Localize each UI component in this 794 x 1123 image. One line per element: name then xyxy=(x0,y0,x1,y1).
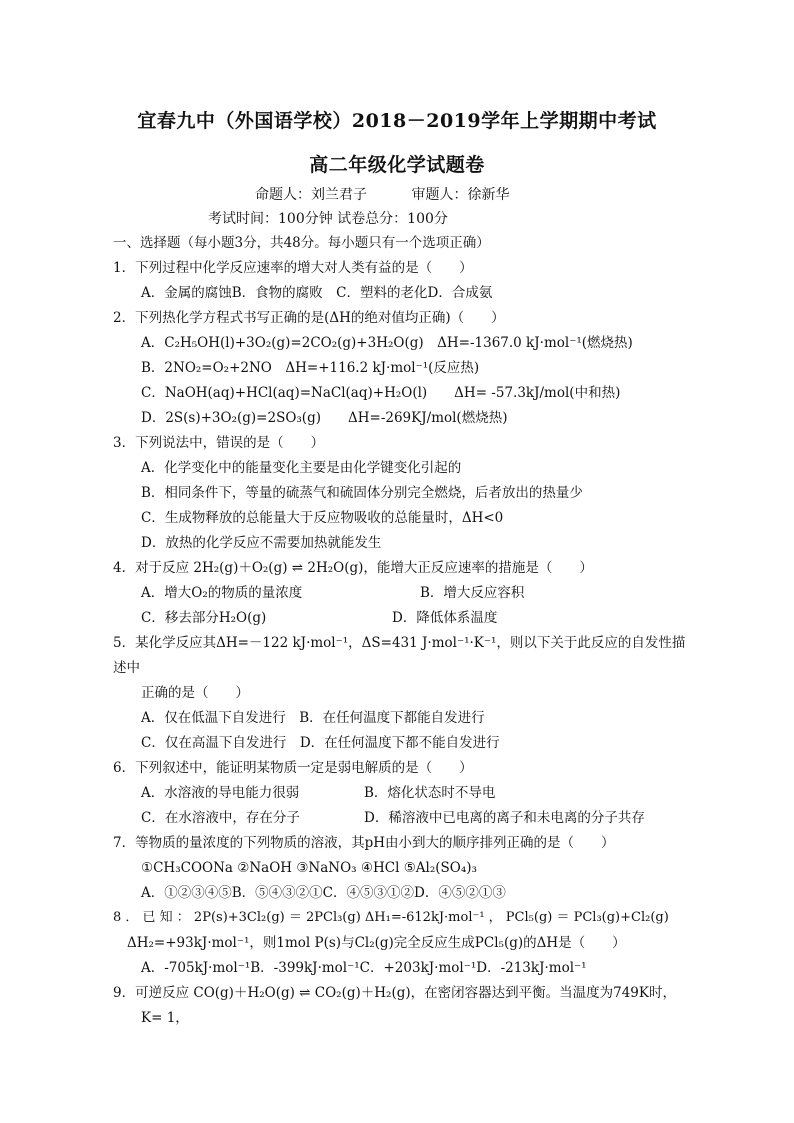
question-6-option-d: D．稀溶液中已电离的离子和未电离的分子共存 xyxy=(364,810,645,826)
section-heading: 一、选择题（每小题3分，共48分。每小题只有一个选项正确） xyxy=(113,235,490,251)
question-6-option-c: C．在水溶液中，存在分子 xyxy=(141,810,300,826)
question-4-option-a: A．增大O₂的物质的量浓度 xyxy=(141,585,303,601)
authors-line: 命题人：刘兰君子 审题人：徐新华 xyxy=(255,187,510,203)
question-5-stem-cont: 述中 xyxy=(113,660,140,676)
question-2-option-a: A．C₂H₅OH(l)+3O₂(g)=2CO₂(g)+3H₂O(g) ΔH=-1367.0 kJ·mol⁻¹(燃烧热) xyxy=(141,335,633,351)
exam-title: 宜春九中（外国语学校）2018－2019学年上学期期中考试 xyxy=(137,110,657,132)
question-4-option-c: C．移去部分H₂O(g) xyxy=(141,610,267,626)
question-3-option-d: D．放热的化学反应不需要加热就能发生 xyxy=(141,535,382,551)
question-2-option-b: B．2NO₂=O₂+2NO ΔH=+116.2 kJ·mol⁻¹(反应热) xyxy=(141,360,480,376)
question-3-stem: 3．下列说法中，错误的是（ ） xyxy=(113,435,325,451)
question-6-stem: 6．下列叙述中，能证明某物质一定是弱电解质的是（ ） xyxy=(113,760,473,776)
question-6-option-a: A．水溶液的导电能力很弱 xyxy=(141,785,300,801)
question-4-stem: 4．对于反应 2H₂(g)＋O₂(g) ⇌ 2H₂O(g)，能增大正反应速率的措施是（ ） xyxy=(113,560,593,576)
question-2-option-c: C．NaOH(aq)+HCl(aq)=NaCl(aq)+H₂O(l) ΔH= -57.3kJ/mol(中和热) xyxy=(141,385,621,401)
question-6-option-b: B．熔化状态时不导电 xyxy=(364,785,496,801)
question-5-options-ab: A．仅在低温下自发进行 B．在任何温度下都能自发进行 xyxy=(141,710,485,726)
question-8-stem: 8 ． 已 知 ： 2P(s)+3Cl₂(g) ＝ 2PCl₃(g) ΔH₁=-612kJ·mol⁻¹ ， PCl₅(g) ＝ PCl₃(g)+Cl₂(g) xyxy=(113,910,669,925)
question-7-stem: 7．等物质的量浓度的下列物质的溶液，其pH由小到大的顺序排列正确的是（ ） xyxy=(113,835,615,851)
question-4-option-b: B．增大反应容积 xyxy=(420,585,525,601)
question-7-items: ①CH₃COONa ②NaOH ③NaNO₃ ④HCl ⑤Al₂(SO₄)₃ xyxy=(141,860,477,876)
question-8-stem-cont: ΔH₂=+93kJ·mol⁻¹，则1mol P(s)与Cl₂(g)完全反应生成PCl₅(g)的ΔH是（ ） xyxy=(127,935,626,951)
question-2-stem: 2．下列热化学方程式书写正确的是(ΔH的绝对值均正确)（ ） xyxy=(113,310,505,326)
exam-info-line: 考试时间：100分钟 试卷总分：100分 xyxy=(208,211,448,227)
question-9-stem: 9．可逆反应 CO(g)＋H₂O(g) ⇌ CO₂(g)＋H₂(g)，在密闭容器达到平衡。当温度为749K时， xyxy=(113,985,676,1001)
question-9-k-value: K= 1， xyxy=(141,1010,189,1026)
question-3-option-b: B．相同条件下，等量的硫蒸气和硫固体分别完全燃烧，后者放出的热量少 xyxy=(141,485,583,501)
question-2-option-d: D．2S(s)+3O₂(g)=2SO₃(g) ΔH=-269KJ/mol(燃烧热) xyxy=(141,410,508,426)
question-5-stem: 5．某化学反应其ΔH=－122 kJ·mol⁻¹，ΔS=431 J·mol⁻¹·K⁻¹，则以下关于此反应的自发性描 xyxy=(113,635,686,651)
exam-subtitle: 高二年级化学试题卷 xyxy=(309,154,485,176)
question-3-option-c: C．生成物释放的总能量大于反应物吸收的总能量时，ΔH<0 xyxy=(141,510,504,526)
question-5-options-cd: C．仅在高温下自发进行 D．在任何温度下都不能自发进行 xyxy=(141,735,500,751)
question-3-option-a: A．化学变化中的能量变化主要是由化学键变化引起的 xyxy=(141,460,462,476)
question-1-options: A．金属的腐蚀B．食物的腐败 C．塑料的老化D．合成氨 xyxy=(141,285,493,301)
question-1-stem: 1．下列过程中化学反应速率的增大对人类有益的是（ ） xyxy=(113,260,473,276)
question-7-options: A．①②③④⑤B．⑤④③②①C．④⑤③①②D．④⑤②①③ xyxy=(141,885,506,901)
question-4-option-d: D．降低体系温度 xyxy=(392,610,498,626)
question-5-stem-end: 正确的是（ ） xyxy=(141,685,249,701)
question-8-options: A．-705kJ·mol⁻¹B．-399kJ·mol⁻¹C．+203kJ·mol⁻¹D．-213kJ·mol⁻¹ xyxy=(141,960,587,976)
